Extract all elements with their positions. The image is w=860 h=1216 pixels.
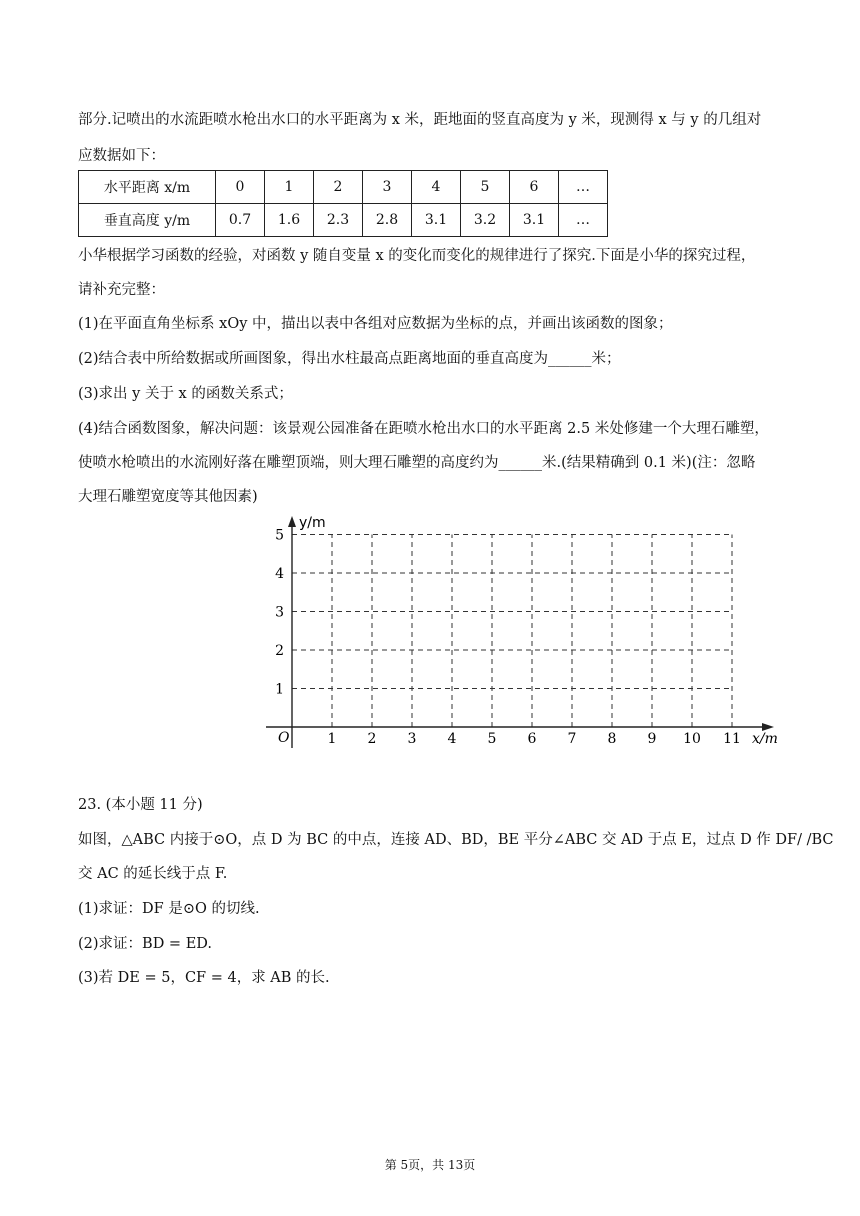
x-tick-label: 1 bbox=[327, 731, 337, 747]
x-tick-label: 9 bbox=[647, 731, 657, 747]
question-1: (1)在平面直角坐标系 xOy 中，描出以表中各组对应数据为坐标的点，并画出该函数的图象； bbox=[78, 316, 673, 332]
table-cell: 0 bbox=[216, 171, 265, 204]
q23-sub-3: (3)若 DE = 5，CF = 4，求 AB 的长. bbox=[78, 970, 330, 986]
coordinate-grid bbox=[262, 510, 792, 760]
y-tick-label: 4 bbox=[275, 566, 284, 582]
question-4c: 大理石雕塑宽度等其他因素) bbox=[78, 489, 258, 505]
question-2: (2)结合表中所给数据或所画图象，得出水柱最高点距离地面的垂直高度为______米； bbox=[78, 351, 621, 367]
x-axis-arrow-icon bbox=[762, 723, 774, 731]
x-tick-label: 6 bbox=[527, 731, 537, 747]
x-tick-label: 3 bbox=[407, 731, 417, 747]
table-cell: … bbox=[559, 204, 608, 237]
q23-sub-2: (2)求证：BD = ED. bbox=[78, 936, 212, 952]
table-cell: 0.7 bbox=[216, 204, 265, 237]
intro-line-2: 应数据如下： bbox=[78, 148, 165, 164]
body-p1b: 请补充完整： bbox=[78, 282, 165, 298]
y-tick-label: 1 bbox=[275, 681, 284, 698]
page-footer: 第 5页，共 13页 bbox=[384, 1158, 476, 1172]
question-4b: 使喷水枪喷出的水流刚好落在雕塑顶端，则大理石雕塑的高度约为______米.(结果精确到 0.1 米)(注：忽略 bbox=[78, 455, 756, 471]
question-4a: (4)结合函数图象，解决问题：该景观公园准备在距喷水枪出水口的水平距离 2.5 米处修建一个大理石雕塑， bbox=[78, 421, 769, 437]
x-axis-label: x/m bbox=[752, 731, 778, 747]
y-tick-labels bbox=[275, 528, 284, 698]
table-cell: 3.2 bbox=[461, 204, 510, 237]
x-tick-label: 4 bbox=[447, 731, 457, 747]
x-tick-label: 8 bbox=[607, 731, 617, 747]
y-axis-arrow-icon bbox=[288, 516, 296, 527]
table-cell: 3 bbox=[363, 171, 412, 204]
table-cell: 5 bbox=[461, 171, 510, 204]
table-row-label: 水平距离 x/m bbox=[79, 171, 216, 204]
table-cell: 1.6 bbox=[265, 204, 314, 237]
table-cell: 3.1 bbox=[510, 204, 559, 237]
intro-line-1: 部分.记喷出的水流距喷水枪出水口的水平距离为 x 米，距地面的竖直高度为 y 米，现测得 x 与 y 的几组对 bbox=[78, 112, 762, 128]
table-cell: 4 bbox=[412, 171, 461, 204]
y-tick-label: 2 bbox=[275, 643, 284, 659]
table-cell: 1 bbox=[265, 171, 314, 204]
table-cell: 3.1 bbox=[412, 204, 461, 237]
q23-line-1: 如图，△ABC 内接于⊙O，点 D 为 BC 的中点，连接 AD、BD，BE 平分∠ABC 交 AD 于点 E，过点 D 作 DF/ /BC bbox=[78, 832, 834, 848]
y-axis-label: y/m bbox=[299, 515, 326, 531]
question-3: (3)求出 y 关于 x 的函数关系式； bbox=[78, 386, 293, 402]
table-row-y bbox=[79, 204, 608, 237]
y-tick-label: 5 bbox=[275, 527, 284, 544]
x-tick-label: 5 bbox=[487, 731, 497, 747]
table-cell: 6 bbox=[510, 171, 559, 204]
table-row-x bbox=[79, 171, 608, 204]
table-cell: 2.8 bbox=[363, 204, 412, 237]
grid-lines bbox=[292, 535, 732, 728]
table-cell: 2 bbox=[314, 171, 363, 204]
table-cell: 2.3 bbox=[314, 204, 363, 237]
q23-sub-1: (1)求证：DF 是⊙O 的切线. bbox=[78, 901, 260, 917]
x-tick-label: 10 bbox=[683, 731, 701, 747]
table-row-label: 垂直高度 y/m bbox=[79, 204, 216, 237]
origin-label: O bbox=[278, 730, 290, 746]
x-tick-label: 11 bbox=[723, 731, 741, 747]
data-table bbox=[78, 170, 608, 237]
body-p1a: 小华根据学习函数的经验，对函数 y 随自变量 x 的变化而变化的规律进行了探究.下面是小华的探究过程， bbox=[78, 248, 756, 264]
table-cell: … bbox=[559, 171, 608, 204]
q23-title: 23. (本小题 11 分) bbox=[78, 797, 203, 813]
x-tick-labels bbox=[328, 731, 741, 747]
x-tick-label: 2 bbox=[367, 731, 377, 747]
q23-line-2: 交 AC 的延长线于点 F. bbox=[78, 866, 228, 882]
y-tick-label: 3 bbox=[275, 604, 284, 621]
x-tick-label: 7 bbox=[567, 731, 577, 747]
